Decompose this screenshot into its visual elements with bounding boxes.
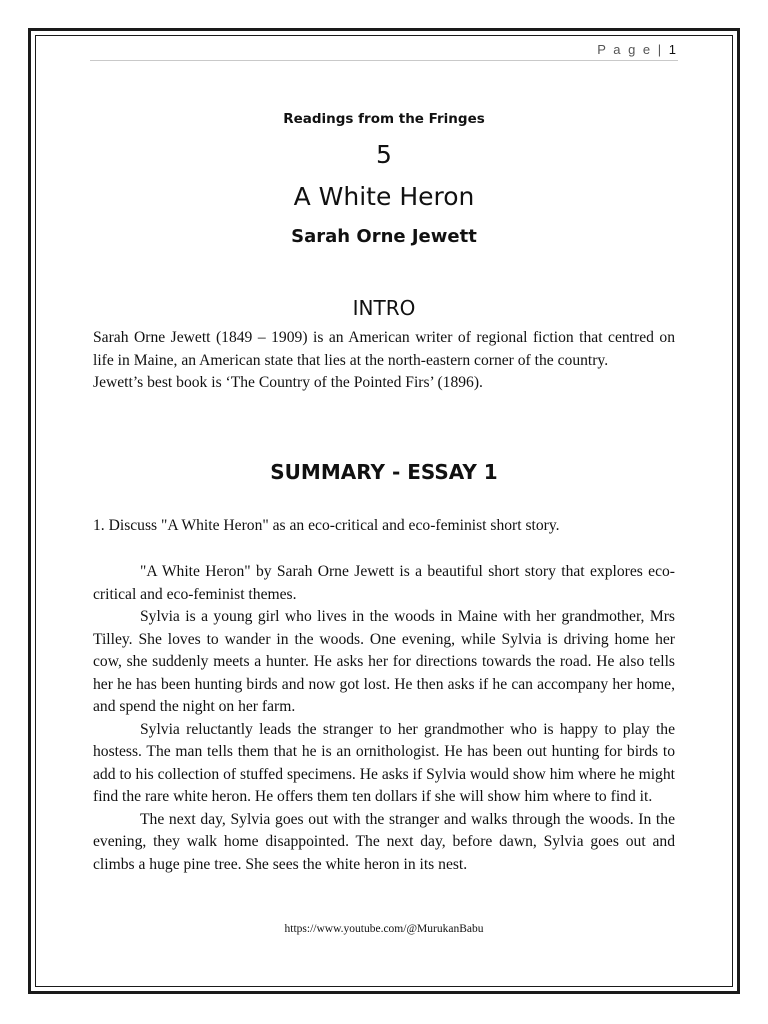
intro-paragraph: Sarah Orne Jewett (1849 – 1909) is an American writer of regional fiction that centred on life in Maine, an American state that lies at the north-eastern corner of the country. bbox=[93, 329, 675, 369]
summary-heading: SUMMARY - ESSAY 1 bbox=[270, 460, 498, 484]
intro-heading: INTRO bbox=[352, 296, 416, 320]
page-number: 1 bbox=[668, 42, 676, 57]
essay-question bbox=[93, 515, 675, 538]
chapter-number: 5 bbox=[376, 140, 392, 169]
body-paragraph: Sylvia reluctantly leads the stranger to her grandmother who is happy to play the hostess. The man tells them that he is an ornithologist. He has been out hunting for birds to add to his collection of stuffed specimens. He asks if Sylvia would show him where he might find the rare white heron. He offers them ten dollars if she will show him where to find it. bbox=[93, 720, 675, 805]
page-label: P a g e bbox=[597, 42, 653, 57]
question-text: 1. Discuss "A White Heron" as an eco-critical and eco-feminist short story. bbox=[93, 517, 560, 534]
header-rule bbox=[90, 60, 678, 61]
body-paragraph: The next day, Sylvia goes out with the stranger and walks through the woods. In the evening, they walk home disappointed. The next day, before dawn, Sylvia goes out and climbs a huge pine tree. She sees the white heron in its nest. bbox=[93, 810, 675, 873]
page-header: P a g e | 1 bbox=[597, 42, 676, 57]
body-paragraph: "A White Heron" by Sarah Orne Jewett is a beautiful short story that explores eco-critical and eco-feminist themes. bbox=[93, 563, 675, 603]
summary-body bbox=[93, 561, 675, 876]
series-title: Readings from the Fringes bbox=[283, 111, 485, 127]
author-name: Sarah Orne Jewett bbox=[291, 226, 477, 247]
intro-paragraph: Jewett’s best book is ‘The Country of the Pointed Firs’ (1896). bbox=[93, 374, 483, 391]
body-paragraph: Sylvia is a young girl who lives in the woods in Maine with her grandmother, Mrs Tilley. She loves to wander in the woods. One evening, while Sylvia is driving home her cow, she suddenly meets a hunter. He asks her for directions towards the road. He also tells her he has been hunting birds and now got lost. He then asks if he can accompany her home, and spend the night on her farm. bbox=[93, 608, 675, 715]
story-title: A White Heron bbox=[293, 182, 475, 211]
footer-url: https://www.youtube.com/@MurukanBabu bbox=[284, 923, 484, 935]
intro-text bbox=[93, 327, 675, 395]
